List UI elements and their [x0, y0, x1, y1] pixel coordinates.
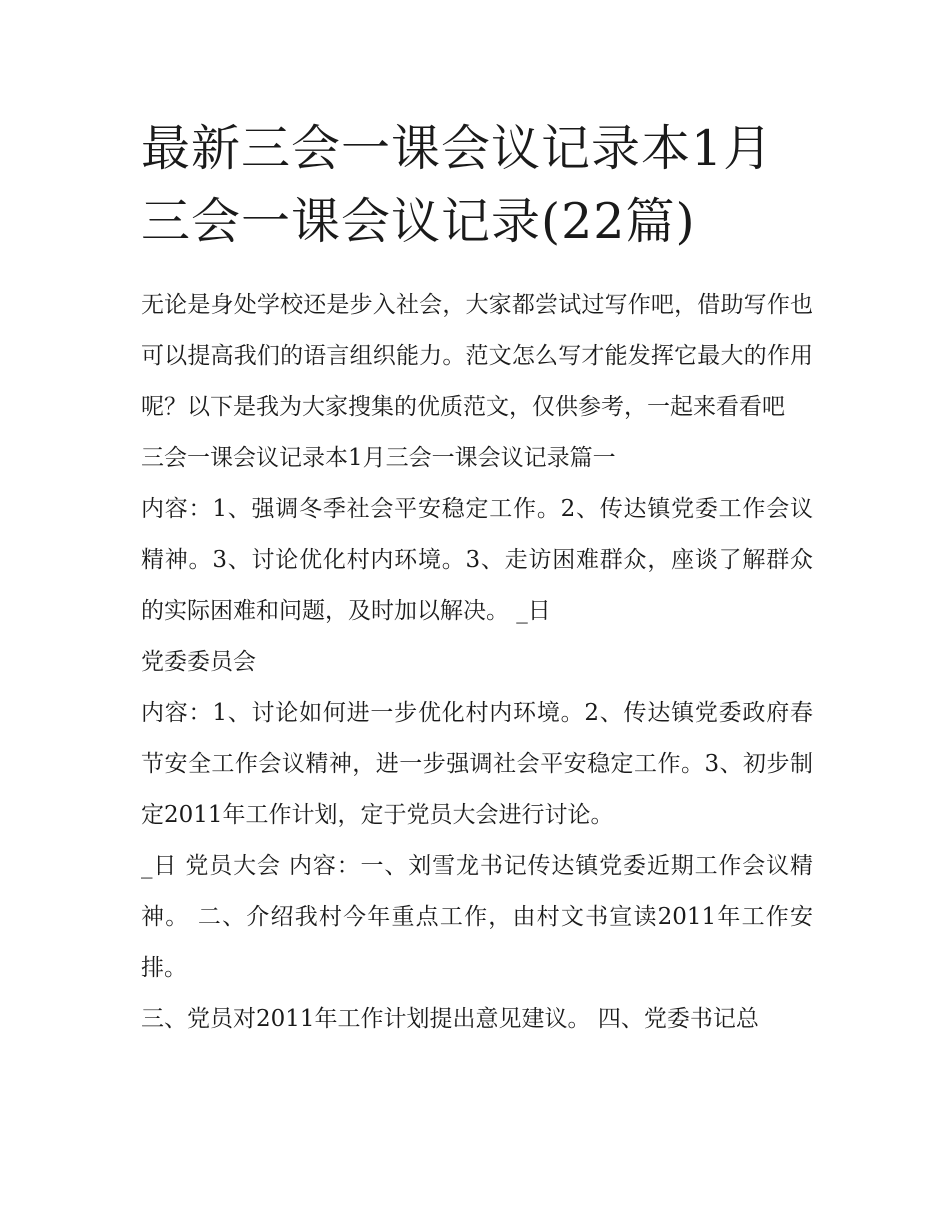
- paragraph-members-meeting: _日 党员大会 内容：一、刘雪龙书记传达镇党委近期工作会议精神。 二、介绍我村今年重点工作，由村文书宣读2011年工作安排。: [141, 853, 813, 981]
- paragraph-item-3: 三、党员对2011年工作计划提出意见建议。 四、党委书记总: [141, 1006, 759, 1032]
- document-page: [141, 112, 813, 1045]
- section-heading-1: 三会一课会议记录本1月三会一课会议记录篇一: [141, 445, 616, 471]
- document-title: 最新三会一课会议记录本1月三会一课会议记录(22篇): [141, 120, 774, 250]
- paragraph-meeting-2: 内容：1、讨论如何进一步优化村内环境。2、传达镇党委政府春节安全工作会议精神，进一步强调社会平安稳定工作。3、初步制定2011年工作计划，定于党员大会进行讨论。: [141, 700, 813, 828]
- paragraph-committee: 党委委员会: [141, 649, 256, 675]
- paragraph-meeting-1: 内容：1、强调冬季社会平安稳定工作。2、传达镇党委工作会议精神。3、讨论优化村内环境。3、走访困难群众，座谈了解群众的实际困难和问题，及时加以解决。 _日: [141, 496, 813, 624]
- intro-paragraph: 无论是身处学校还是步入社会，大家都尝试过写作吧，借助写作也可以提高我们的语言组织能力。范文怎么写才能发挥它最大的作用呢？以下是我为大家搜集的优质范文，仅供参考，一起来看看吧: [141, 292, 813, 420]
